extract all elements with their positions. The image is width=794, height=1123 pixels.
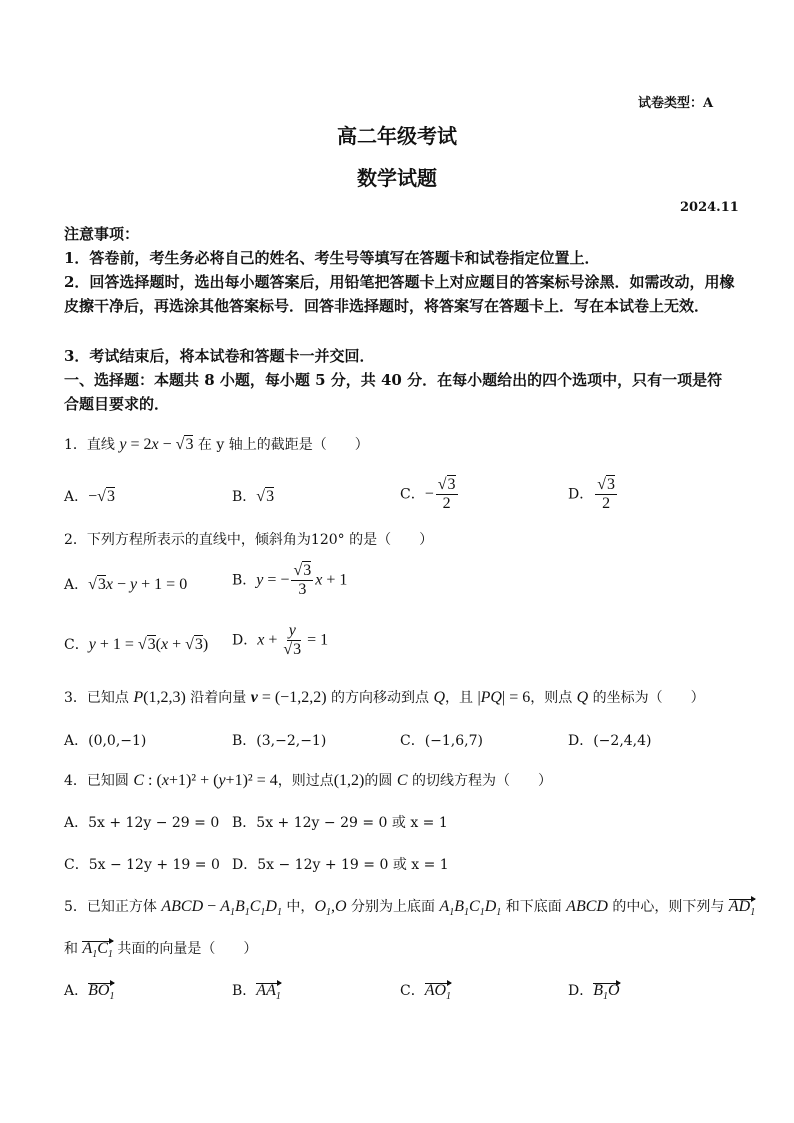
q5-option-d[interactable]: D．$B_1O$ [568, 982, 620, 1003]
question-4: 4．已知圆 C : (x+1)² + (y+1)² = 4，则过点(1,2)的圆 C 的切线方程为（ ） [64, 772, 552, 789]
section-heading: 一、选择题：本题共 8 小题，每小题 5 分，共 40 分．在每小题给出的四个选项中，只有一项是符合题目要求的． [64, 371, 723, 413]
exam-date: 2024.11 [680, 200, 739, 215]
question-3: 3．已知点 P(1,2,3) 沿着向量 v = (−1,2,2) 的方向移动到点 Q，且 |PQ| = 6，则点 Q 的坐标为（ ） [64, 689, 705, 706]
q5-option-c[interactable]: C．$AO_1$ [400, 982, 452, 1003]
question-5-line-1: 5．已知正方体 ABCD − $A_1B_1C_1D_1$ 中，$O_1,O$ 分别为上底面 $A_1B_1C_1D_1$ 和下底面 ABCD 的中心，则下列与 $AD_1$ [64, 898, 756, 919]
note-item-2: 2．回答选择题时，选出每小题答案后，用铅笔把答题卡上对应题目的答案标号涂黑．如需改动，用橡皮擦干净后，再选涂其他答案标号．回答非选择题时，将答案写在答题卡上．写在本试卷上无效． [64, 273, 735, 315]
q4-option-a[interactable]: A．5x + 12y − 29 = 0 [64, 815, 220, 831]
q1-option-c[interactable]: C．− $\frac{√3}{2}$ [400, 476, 456, 512]
q3-option-c[interactable]: C．(−1,6,7) [400, 733, 483, 749]
q4-option-b[interactable]: B．5x + 12y − 29 = 0 或 x = 1 [232, 815, 448, 831]
q1-option-a[interactable]: A．−√3 [64, 488, 115, 505]
q1-option-b[interactable]: B．√3 [232, 488, 275, 505]
q2-option-b[interactable]: B．y = − $\frac{√3}{3}$ x + 1 [232, 562, 348, 598]
note-item-3: 3．考试结束后，将本试卷和答题卡一并交回． [64, 347, 375, 365]
exam-subtitle: 数学试题 [357, 166, 437, 190]
exam-title: 高二年级考试 [337, 124, 457, 148]
notes-heading: 注意事项： [64, 225, 140, 243]
q1-option-d[interactable]: D． $\frac{√3}{2}$ [568, 476, 616, 512]
q5-option-a[interactable]: A．$BO_1$ [64, 982, 115, 1003]
q4-option-c[interactable]: C．5x − 12y + 19 = 0 [64, 857, 220, 873]
q2-option-c[interactable]: C．y + 1 = √3(x + √3) [64, 636, 209, 653]
q4-option-d[interactable]: D．5x − 12y + 19 = 0 或 x = 1 [232, 857, 449, 873]
q5-option-b[interactable]: B．$AA_1$ [232, 982, 281, 1003]
question-5-line-2: 和 $A_1C_1$ 共面的向量是（ ） [64, 940, 258, 961]
q3-option-b[interactable]: B．(3,−2,−1) [232, 733, 327, 749]
question-2: 2．下列方程所表示的直线中，倾斜角为120° 的是（ ） [64, 532, 434, 548]
paper-type: 试卷类型：A [638, 96, 714, 111]
question-1: 1．直线 y = 2x − √3 在 y 轴上的截距是（ ） [64, 436, 369, 453]
q2-option-d[interactable]: D．x + $\frac{y}{√3}$ = 1 [232, 622, 329, 658]
note-item-1: 1．答卷前，考生务必将自己的姓名、考生号等填写在答题卡和试卷指定位置上． [64, 249, 600, 267]
q3-option-d[interactable]: D．(−2,4,4) [568, 733, 652, 749]
q3-option-a[interactable]: A．(0,0,−1) [64, 733, 147, 749]
q2-option-a[interactable]: A．√3x − y + 1 = 0 [64, 576, 188, 593]
